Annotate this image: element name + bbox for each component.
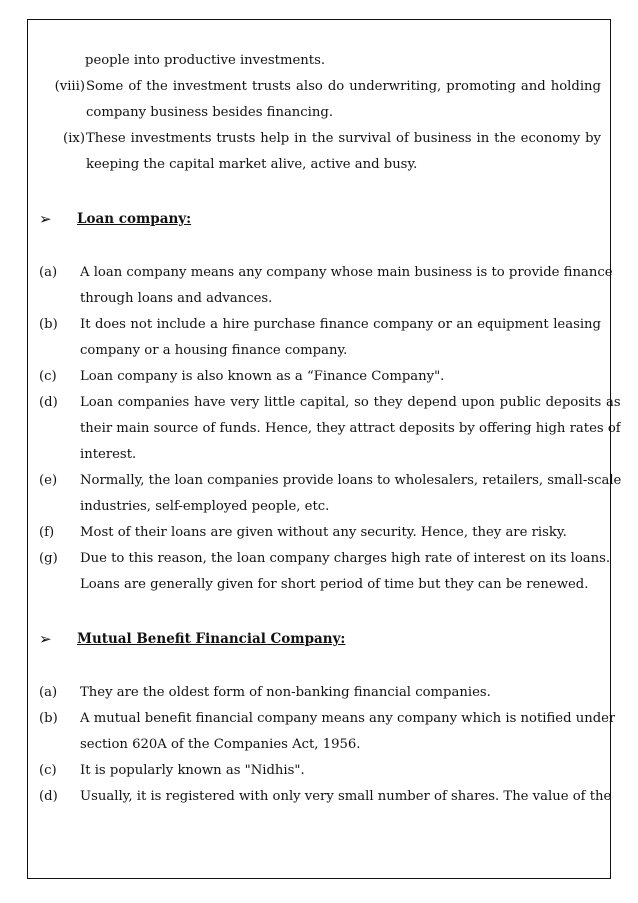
arrow-bullet-icon: ➢ — [39, 630, 52, 648]
document-body — [39, 48, 622, 810]
list-item-text: section 620A of the Companies Act, 1956. — [80, 737, 361, 752]
section-heading-loan-company — [39, 206, 601, 232]
list-item-label: (d) — [39, 395, 58, 410]
list-item-label: (c) — [39, 369, 57, 384]
list-item-text: their main source of funds. Hence, they attract deposits by offering high rates of — [80, 421, 621, 436]
list-item-label: (a) — [39, 685, 58, 700]
list-item-text: keeping the capital market alive, active and busy. — [86, 157, 418, 172]
list-item — [39, 74, 601, 126]
list-item — [39, 260, 613, 312]
list-item-text: It does not include a hire purchase finance company or an equipment leasing — [80, 317, 601, 332]
section-title: Loan company: — [77, 211, 192, 227]
list-item — [39, 784, 612, 810]
list-item-text: Due to this reason, the loan company charges high rate of interest on its loans. — [80, 551, 611, 566]
list-item-text: interest. — [80, 447, 137, 462]
list-item — [39, 312, 601, 364]
list-item-label: (d) — [39, 789, 58, 804]
list-item-label: (g) — [39, 551, 58, 566]
list-item — [39, 546, 611, 598]
section-heading-mutual-benefit — [39, 626, 601, 652]
list-item — [39, 364, 601, 390]
list-item — [39, 706, 616, 758]
list-item-label: (f) — [39, 525, 55, 540]
list-item-text: industries, self-employed people, etc. — [80, 499, 330, 514]
list-item — [39, 126, 601, 178]
list-item-text: A loan company means any company whose main business is to provide finance — [80, 265, 613, 280]
list-item-text: through loans and advances. — [80, 291, 273, 306]
list-item-text: They are the oldest form of non-banking financial companies. — [80, 685, 491, 700]
list-item-text: Loans are generally given for short period of time but they can be renewed. — [80, 577, 589, 592]
list-item-text: Loan company is also known as a “Finance Company". — [80, 369, 445, 384]
list-item-label: (b) — [39, 711, 58, 726]
section-title: Mutual Benefit Financial Company: — [77, 631, 346, 647]
list-item — [39, 468, 622, 520]
arrow-bullet-icon: ➢ — [39, 210, 52, 228]
list-item-label: (c) — [39, 763, 57, 778]
list-item-text: company or a housing finance company. — [80, 343, 348, 358]
list-item-label: (b) — [39, 317, 58, 332]
list-item-text: These investments trusts help in the survival of business in the economy by — [86, 131, 601, 146]
list-item — [39, 758, 601, 784]
list-item-text: Loan companies have very little capital, so they depend upon public deposits as — [80, 395, 621, 410]
list-item — [39, 680, 601, 706]
list-item-label: (a) — [39, 265, 58, 280]
list-item-text: A mutual benefit financial company means any company which is notified under — [80, 711, 616, 726]
list-item — [39, 390, 621, 468]
list-item-text: It is popularly known as "Nidhis". — [80, 763, 305, 778]
list-item-text: Some of the investment trusts also do underwriting, promoting and holding — [86, 79, 601, 94]
list-item-text: company business besides financing. — [86, 105, 334, 120]
list-item-label: (viii) — [54, 79, 85, 94]
list-item — [39, 520, 601, 546]
paragraph-line: people into productive investments. — [85, 53, 326, 68]
list-item-text: Most of their loans are given without any security. Hence, they are risky. — [80, 525, 567, 540]
list-item-text: Normally, the loan companies provide loans to wholesalers, retailers, small-scale — [80, 473, 622, 488]
list-item-text: Usually, it is registered with only very small number of shares. The value of the — [80, 789, 612, 804]
list-item-label: (ix) — [63, 131, 85, 146]
list-item-label: (e) — [39, 473, 58, 488]
